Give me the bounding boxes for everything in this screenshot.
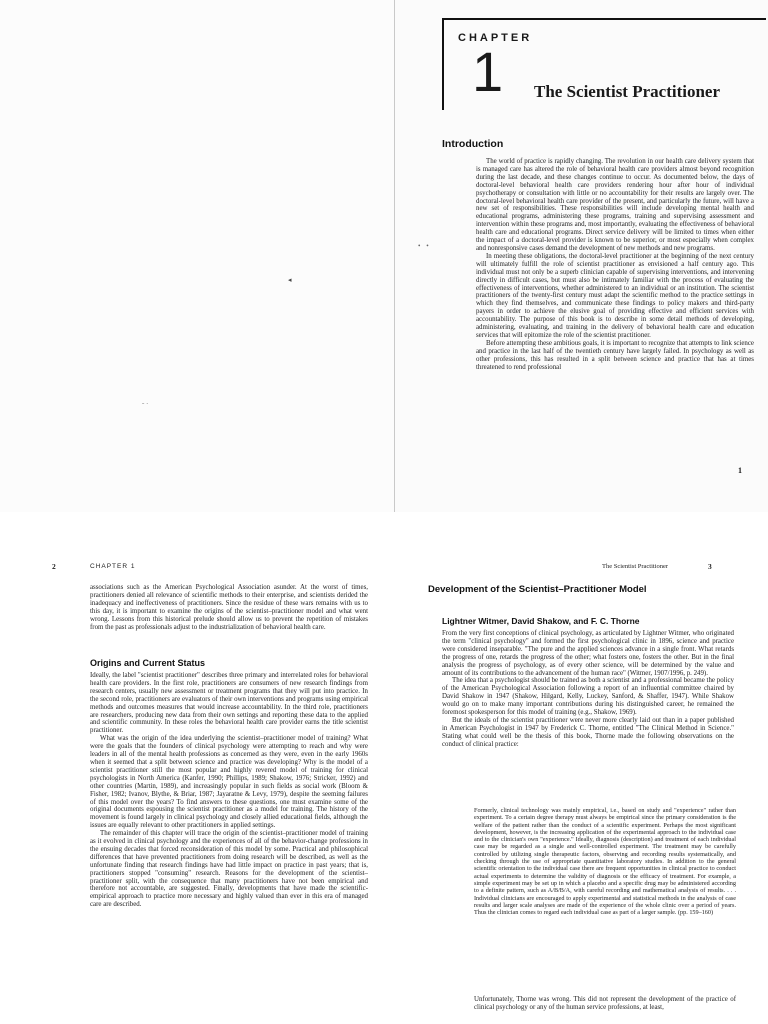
chapter-label: CHAPTER [458,32,533,44]
page-number: 3 [708,562,713,571]
introduction-heading: Introduction [442,138,504,150]
chapter-title: The Scientist Practitioner [534,82,721,101]
blank-left-page [0,0,394,512]
page-number: 2 [52,562,57,571]
paragraph: But the ideals of the scientist practitioner were never more clearly laid out than in a paper published in American Psychologist in 1947 by Frederick C. Thorne, entitled "The Clinical Method in Science." Stating what could well be the thesis of this book, Thorne made the following observations on the conduct of clinical practice: [442,716,734,748]
paragraph: From the very first conceptions of clinical psychology, as articulated by Lightner Witmer, who originated the term "clinical psychology" and formed the first psychological clinic in 1896, science and practice were considered inseparable. "The pure and the applied sciences advance in a single front. What retards the progress of one, retards the progress of the other; what fosters one, fosters the other. But in the final analysis the progress of psychology, as of every other science, will be determined by the value and amount of its contributions to the advancement of the human race" (Witmer, 1907/1996, p. 249). [442,630,734,677]
page2-opening [90,584,368,631]
origins-body [90,672,368,909]
running-head: The Scientist Practitioner [602,563,669,570]
origins-heading: Origins and Current Status [90,658,206,668]
chapter-header-box [442,18,766,103]
introduction-body [476,158,754,371]
paragraph: The idea that a psychologist should be trained as both a scientist and a professional became the policy of the American Psychological Association following a report of an influential committee chaired by David Shakow in 1947 (Shakow, Hilgard, Kelly, Luckey, Sanford, & Shaffer, 1947). While Shakow would go on to make many important contributions during his distinguished career, he remained the foremost spokesperson for this model of training (e.g., Shakow, 1969). [442,677,734,717]
paragraph: Ideally, the label "scientist practitioner" describes three primary and interrelated roles for behavioral health care providers. In the first role, practitioners are consumers of new research findings from research centers, usually new assessment or treatment programs that they will put into practice. In the second role, practitioners are evaluators of their own interventions and programs using empirical methods and outcomes measures that would increase accountability. In the third role, practitioners are researchers, producing new data from their own settings and reporting these data to the applied and scientific community. In these roles the behavioral health care provider earns the title scientist practitioner. [90,672,368,735]
paragraph: Unfortunately, Thorne was wrong. This did not represent the development of the practice of clinical psychology or any of the human service professions, at least, [474,996,736,1011]
development-body [442,630,734,749]
paragraph: Before attempting these ambitious goals, it is important to recognize that attempts to link science and practice in the last half of the twentieth century have largely failed. In psychology as well as other professions, this has resulted in a split between science and practice that has at times threatened to rend professional [476,339,754,371]
witmer-subheading: Lightner Witmer, David Shakow, and F. C. Thorne [442,616,640,626]
development-heading: Development of the Scientist–Practitioner Model [428,584,647,595]
running-head: CHAPTER 1 [90,563,136,570]
paragraph: The remainder of this chapter will trace the origin of the scientist–practitioner model of training as it evolved in clinical psychology and the experiences of all of the behavior-change professions in the ensuing decades that forced reconsideration of this model by some. Practical and philosophical differences that have prevented practitioners from doing research will be described, as well as the unfortunate finding that research findings have had little impact on practice in past years; that is, practitioners stopped "consuming" research. Reasons for the development of the scientist–practitioner split, with the consequence that many practitioners have not been empirical and therefore not accountable, are suggested. Finally, developments that have made the scientific-empirical approach to practice more necessary and highly valued than ever in this era of managed care are described. [90,830,368,909]
scan-mark-scribble-icon: ˇ ˋ [142,402,149,410]
scan-mark-dots-icon: • • [418,242,431,250]
page-gutter [394,0,395,512]
paragraph: In meeting these obligations, the doctoral-level practitioner at the beginning of the next century will ultimately fulfill the role of scientist practitioner as envisioned a half century ago. This individual must not only be a superb clinician capable of supervising interventions, and intervening directly in difficult cases, but must also be intimately familiar with the process of evaluating the effectiveness of interventions, whether administered to an individual or an institution. The scientist practitioners of the twenty-first century must adapt the scientific method to the practice settings in which they find themselves, and communicate these findings to policy makers and third-party payers in order to achieve the elusive goal of providing effective and efficient services with accountability. The purpose of this book is to describe in some detail methods of developing, administering, evaluating, and training in the delivery of behavioral health care and education services that will epitomize the role of the scientist practitioner. [476,252,754,339]
chapter-number: 1 [472,40,504,103]
scan-mark-arrow-icon: ◂ [288,276,292,284]
page-number: 1 [738,466,742,475]
paragraph: The world of practice is rapidly changing. The revolution in our health care delivery system that is managed care has altered the role of behavioral health care providers almost beyond recognition during the last decade, and these changes continue to occur. As documented below, the days of doctoral-level behavioral health care providers rendering hour after hour of individual psychotherapy or consultation with little or no accountability for their results are largely over. The doctoral-level behavioral health care provider of the present, and particularly the future, will have a new set of responsibilities. These responsibilities will include developing mental health and educational programs, administering these programs, training and supervising assessment and intervention within these programs and, most importantly, evaluating the effectiveness of behavioral health care and educational programs. Direct service delivery will be limited to times when either the impact of a doctoral-level provider is known to be superior, or most especially when complex and nonresponsive cases demand the development of new methods and new programs. [476,158,754,252]
block-quote: Formerly, clinical technology was mainly empirical, i.e., based on study and "experience" rather than experiment. To a certain degree therapy must always be empirical since the primary consideration is the welfare of the patient rather than the conduct of a scientific experiment. Perhaps the most significant development, however, is the increasing application of the experimental approach to the individual case and to the clinician's own "experience." Ideally, diagnosis (description) and treatment of each individual case may be regarded as a single and well-controlled experiment. The treatment may be carefully controlled by utilizing single therapeutic factors, observing and recording results systematically, and checking through the use of appropriate quantitative laboratory studies. In addition to the general scientific orientation to the individual case there are frequent opportunities in clinical practice to conduct actual experiments to determine the validity of diagnosis or the efficacy of treatment. For example, a simple experiment may be set up in which a placebo and a specific drug may be administered according to a definite pattern, such as A/B/B/A, with careful recording and mathematical analysis of results. . . . Individual clinicians are encouraged to apply experimental and statistical methods in the analysis of case results and larger scale analyses are made of the experience of the whole clinic over a period of years. Thus the clinician comes to regard each individual case as part of a larger sample. (pp. 159–160) [474,807,736,917]
paragraph: associations such as the American Psychological Association asunder. At the worst of times, practitioners denied all relevance of scientific methods to their enterprise, and scientists derided the inadequacy and ineffectiveness of practitioners. Since the residue of these wars remains with us to this day, it is important to examine the origins of the scientist–practitioner model and what went wrong. Lessons from this historical prelude should allow us to prevent the repetition of mistakes from the past as professionals adjust to the industrialization of behavioral health care. [90,584,368,631]
thorne-quote [474,807,736,916]
paragraph: What was the origin of the idea underlying the scientist–practitioner model of training? What were the goals that the founders of clinical psychology were attempting to reach and why were leaders in all of the mental health professions as concerned as they were, even in the early 1960s when it seemed that a split between science and practice was developing? Why is the model of a scientist practitioner still the most popular and highly revered model of training for clinical psychologists in North America (Kanfer, 1990; Phillips, 1989; Shakow, 1976; Stricker, 1992) and other countries (Martin, 1989), and increasingly popular in such fields as social work (Bloom & Fisher, 1982; Ivanov, Blythe, & Briar, 1987; Jayaratne & Levy, 1979), despite the seeming failures of this model over the years? To find answers to these questions, one must examine some of the original documents espousing the scientist practitioner as a model for training. The history of the movement is found largely in clinical psychology and closely allied educational fields, although the issues are equally relevant to other practitioners in applied settings. [90,735,368,830]
closing-body [474,996,736,1012]
chapter-rule [442,96,444,110]
